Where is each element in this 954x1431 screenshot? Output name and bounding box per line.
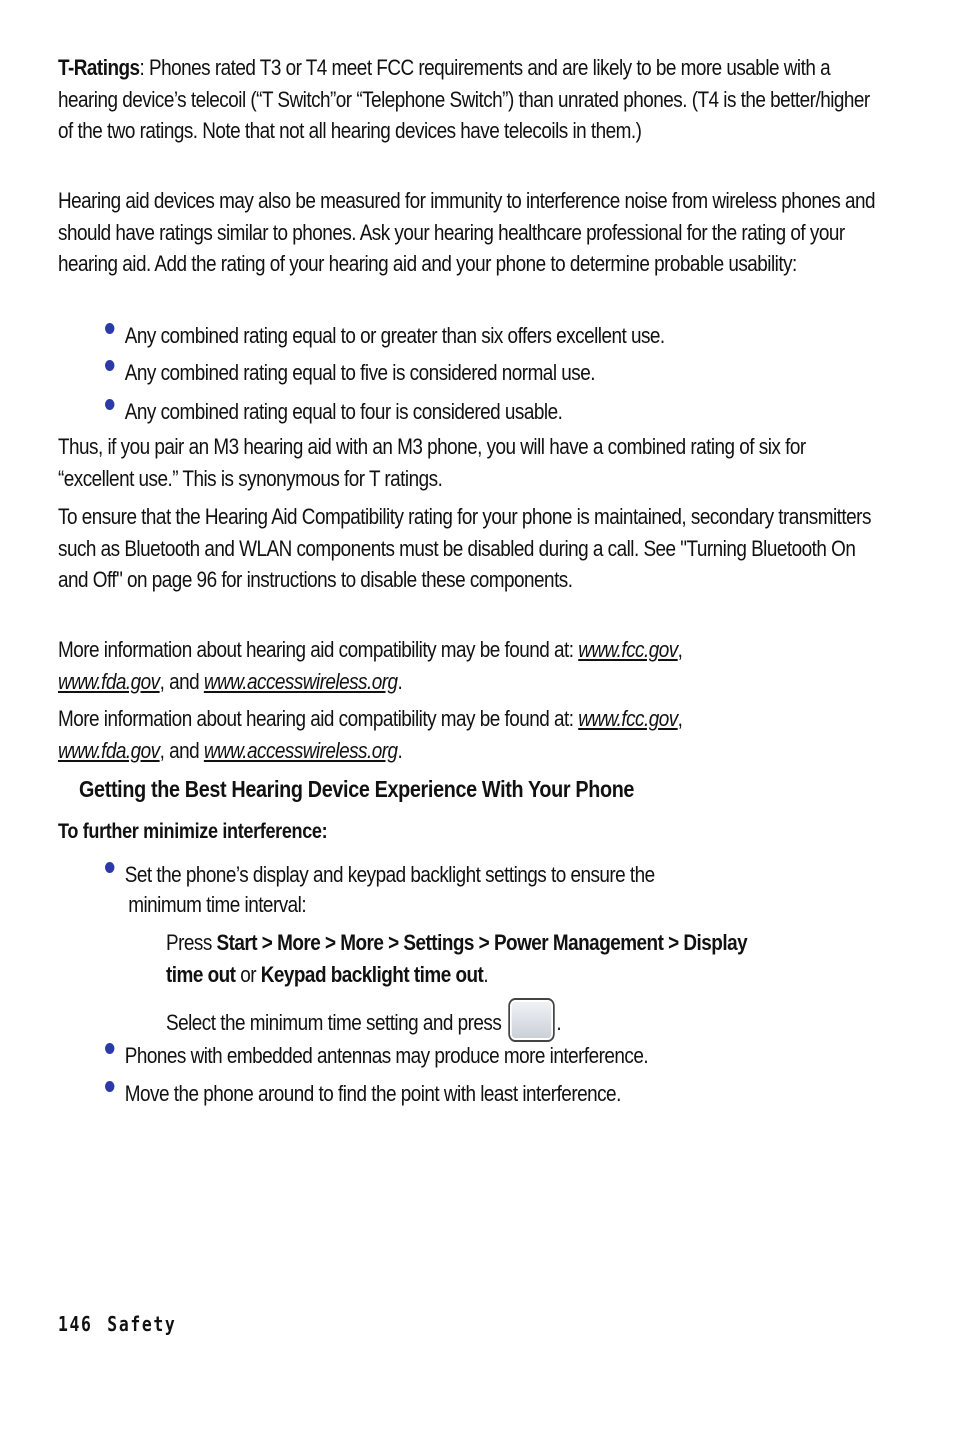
bullet-dot-icon: [105, 1081, 114, 1092]
backlight-bullet-item: Set the phone’s display and keypad backlight settings to ensure the minimum time interval:: [105, 860, 879, 920]
ensure-paragraph: To ensure that the Hearing Aid Compatibility rating for your phone is maintained, secondary transmitters such as Bluetooth and WLAN components must be disabled during a call. See "Turning Bluetooth On and Off" on page 96 for instructions to disable these components.: [58, 504, 871, 592]
select-instruction: Select the minimum time setting and press .: [166, 998, 880, 1042]
subsection-heading: To further minimize interference:: [58, 820, 328, 843]
rating-bullet-item: Any combined rating equal to or greater than six offers excellent use.: [105, 321, 879, 351]
fcc-link[interactable]: www.fcc.gov: [578, 637, 678, 662]
immunity-paragraph: Hearing aid devices may also be measured for immunity to interference noise from wireless phones and should have ratings similar to phones. Ask your hearing healthcare professional for the rating of your hearing aid. Add the rating of your hearing aid and your phone to determine probable usability:: [58, 188, 876, 276]
fda-link[interactable]: www.fda.gov: [58, 668, 160, 694]
page-footer: [58, 1312, 386, 1336]
bullet-dot-icon: [105, 1043, 114, 1054]
ok-key-icon: [508, 998, 554, 1042]
more-info-paragraph: More information about hearing aid compatibility may be found at: www.fcc.gov, www.fda.gov, and www.accesswireless.org.: [58, 706, 683, 763]
page-number: 146: [58, 1312, 93, 1336]
fda-link[interactable]: www.fda.gov: [58, 737, 160, 763]
t-ratings-text: : Phones rated T3 or T4 meet FCC requirements and are likely to be more usable with a hearing device’s telecoil (“T Switch”or “Telephone Switch”) than unrated phones. (T4 is the better/higher of the two ratings. Note that not all hearing devices have telecoils in them.): [58, 55, 870, 143]
bullet-dot-icon: [105, 360, 114, 371]
t-ratings-paragraph: [58, 52, 878, 147]
interference-bullet-item: Phones with embedded antennas may produce more interference.: [105, 1041, 879, 1071]
bullet-dot-icon: [105, 862, 114, 873]
rating-bullet-item: Any combined rating equal to five is considered normal use.: [105, 358, 879, 388]
thus-paragraph: Thus, if you pair an M3 hearing aid with an M3 phone, you will have a combined rating of six for “excellent use.” This is synonymous for T ratings.: [58, 434, 806, 491]
fcc-link[interactable]: www.fcc.gov: [578, 706, 678, 731]
bullet-dot-icon: [105, 323, 114, 334]
rating-bullet-item: Any combined rating equal to four is considered usable.: [105, 397, 879, 427]
t-ratings-label: T-Ratings: [58, 55, 140, 80]
accesswireless-link[interactable]: www.accesswireless.org: [203, 668, 398, 694]
footer-section-title: Safety: [107, 1312, 177, 1336]
menu-path-instruction: Press Start > More > More > Settings > Power Management > Display time out or Keypad backlight time out.: [166, 930, 748, 987]
more-info-paragraph: More information about hearing aid compatibility may be found at: www.fcc.gov, www.fda.gov, and www.accesswireless.org.: [58, 637, 683, 694]
interference-bullet-item: Move the phone around to find the point with least interference.: [105, 1079, 879, 1109]
bullet-dot-icon: [105, 399, 114, 410]
section-heading: Getting the Best Hearing Device Experience With Your Phone: [79, 776, 635, 802]
accesswireless-link[interactable]: www.accesswireless.org: [203, 737, 398, 763]
